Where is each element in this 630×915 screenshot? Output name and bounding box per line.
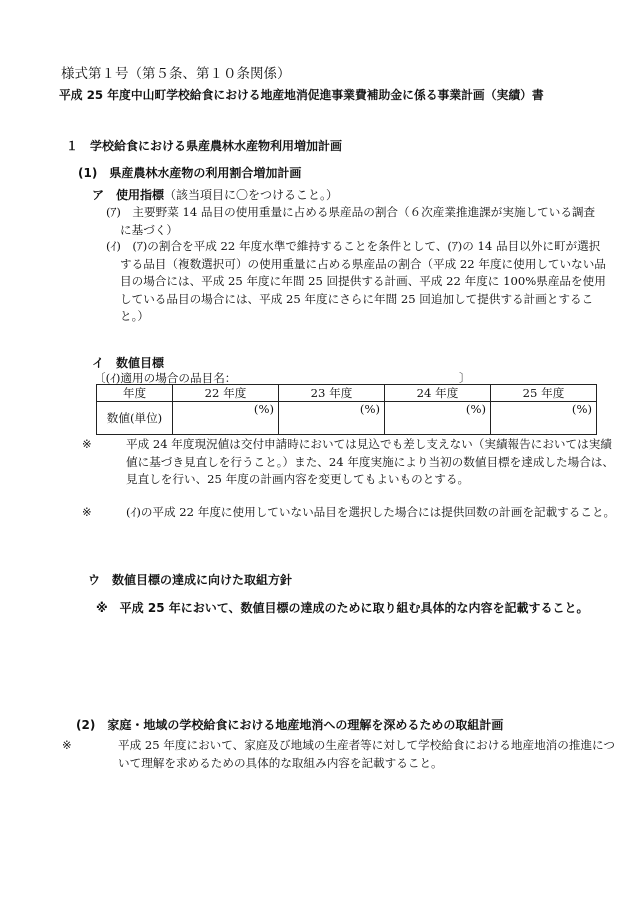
document-title: 平成 25 年度中山町学校給食における地産地消促進事業費補助金に係る事業計画（実績）書 <box>59 88 544 102</box>
form-number: 様式第１号（第５条、第１０条関係） <box>61 66 291 82</box>
target-table <box>96 384 597 435</box>
note-2-mark: ※ <box>82 505 92 519</box>
target-table-header-row <box>97 385 597 402</box>
policy-heading: ウ 数値目標の達成に向けた取組方針 <box>88 573 293 587</box>
section-1-2-note-text: 平成 25 年度において、家庭及び地域の生産者等に対して学校給食における地産地消の推進について理解を求めるための具体的な取組み内容を記載すること。 <box>118 738 616 770</box>
header-fy24: 24 年度 <box>385 385 491 402</box>
value-cell-fy23[interactable]: (%) <box>279 402 385 435</box>
header-fy25: 25 年度 <box>491 385 597 402</box>
value-row-label: 数値(単位) <box>97 402 173 435</box>
header-fy23: 23 年度 <box>279 385 385 402</box>
header-fy22: 22 年度 <box>173 385 279 402</box>
index-option-a: (ｱ) 主要野菜 14 品目の使用重量に占める県産品の割合（６次産業推進課が実施している調査に基づく） <box>106 205 596 237</box>
note-1-text: 平成 24 年度現況値は交付申請時においては見込でも差し支えない（実績報告においては実績値に基づき見直しを行うこと。）また、24 年度実施により当初の数値目標を達成した場合は、見直しを行い、25 年度の計画内容を変更してもよいものとする。 <box>126 437 614 486</box>
header-year: 年度 <box>97 385 173 402</box>
section-1-2-note-mark: ※ <box>62 738 72 752</box>
section-1-2-note <box>62 737 618 772</box>
item-name-bracket-close: 〕 <box>459 371 471 385</box>
value-cell-fy22[interactable]: (%) <box>173 402 279 435</box>
usage-index-label: ア 使用指標 <box>92 188 165 202</box>
note-1-mark: ※ <box>82 437 92 451</box>
section-1-1-heading: (1) 県産農林水産物の利用割合増加計画 <box>78 166 302 180</box>
index-option-i: (ｲ) (ｱ)の割合を平成 22 年度水準で維持することを条件として、(ｱ)の 14 品目以外に町が選択する品目（複数選択可）の使用重量に占める県産品の割合（平成 22 年度に使用していない品目の場合には、平成 25 年度に年間 25 回提供する計画、平成 22 年度に 100%県産品を使用している品目の場合には、平成 25 年度にさらに年間 25 回追加して提供する計画とすること。） <box>106 239 606 323</box>
usage-index-heading <box>92 186 338 203</box>
item-name-label: 〔(ｲ)適用の場合の品目名： <box>94 371 237 385</box>
usage-index-note: （該当項目に〇をつけること。） <box>164 188 339 202</box>
target-note-2 <box>82 504 616 522</box>
target-note-1 <box>82 436 616 489</box>
value-cell-fy24[interactable]: (%) <box>385 402 491 435</box>
target-table-value-row <box>97 402 597 435</box>
section-1-heading: １ 学校給食における県産農林水産物利用増加計画 <box>66 139 343 153</box>
value-cell-fy25[interactable]: (%) <box>491 402 597 435</box>
policy-note: ※ 平成 25 年において、数値目標の達成のために取り組む具体的な内容を記載すること。 <box>96 601 589 615</box>
numeric-target-heading: イ 数値目標 <box>92 356 165 370</box>
note-2-text: (ｲ)の平成 22 年度に使用していない品目を選択した場合には提供回数の計画を記載すること。 <box>126 505 616 519</box>
section-1-2-heading: (2) 家庭・地域の学校給食における地産地消への理解を深めるための取組計画 <box>76 718 504 732</box>
